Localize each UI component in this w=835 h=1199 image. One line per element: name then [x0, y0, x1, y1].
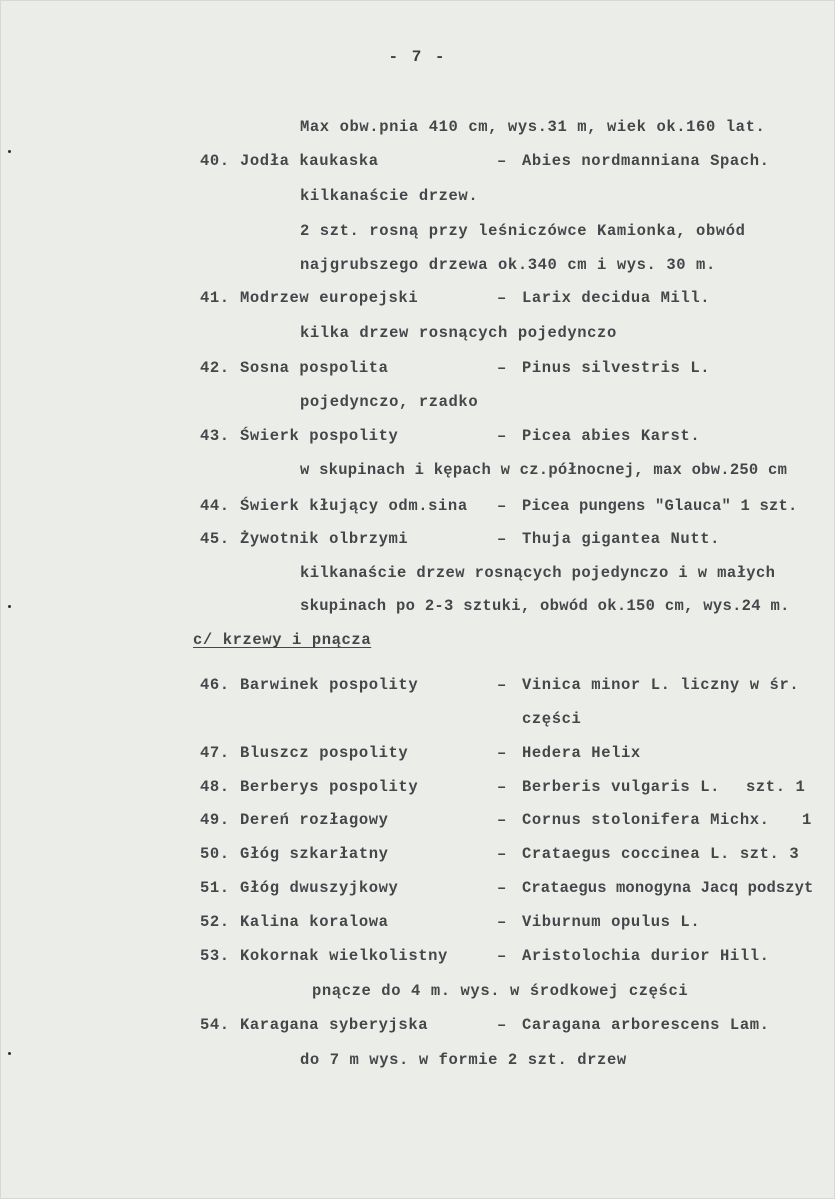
- latin-name: Larix decidua Mill.: [522, 289, 711, 307]
- separator: –: [497, 845, 507, 863]
- species-note: pnącze do 4 m. wys. w środkowej części: [312, 982, 689, 1000]
- latin-name: Pinus silvestris L.: [522, 359, 711, 377]
- separator: –: [497, 913, 507, 931]
- species-note: w skupinach i kępach w cz.północnej, max obw.250 cm: [300, 461, 788, 479]
- polish-name: Berberys pospolity: [240, 778, 419, 796]
- separator: –: [497, 359, 507, 377]
- latin-name: Berberis vulgaris L.: [522, 778, 721, 796]
- polish-name: Dereń rozłagowy: [240, 811, 389, 829]
- entry-number: 41.: [200, 289, 230, 307]
- trunk-note: Max obw.pnia 410 cm, wys.31 m, wiek ok.160 lat.: [300, 118, 766, 136]
- polish-name: Żywotnik olbrzymi: [240, 530, 409, 548]
- latin-name: Hedera Helix: [522, 744, 641, 762]
- polish-name: Świerk pospolity: [240, 427, 399, 445]
- separator: –: [497, 1016, 507, 1034]
- species-note: do 7 m wys. w formie 2 szt. drzew: [300, 1051, 627, 1069]
- entry-number: 53.: [200, 947, 230, 965]
- separator: –: [497, 676, 507, 694]
- polish-name: Sosna pospolita: [240, 359, 389, 377]
- latin-name: Cornus stolonifera Michx.: [522, 811, 770, 829]
- latin-name: Viburnum opulus L.: [522, 913, 701, 931]
- punch-mark: [8, 150, 11, 153]
- entry-number: 43.: [200, 427, 230, 445]
- species-note: najgrubszego drzewa ok.340 cm i wys. 30 m.: [300, 256, 716, 274]
- polish-name: Kokornak wielkolistny: [240, 947, 448, 965]
- separator: –: [497, 811, 507, 829]
- separator: –: [497, 744, 507, 762]
- polish-name: Świerk kłujący odm.sina: [240, 497, 468, 515]
- entry-number: 49.: [200, 811, 230, 829]
- polish-name: Modrzew europejski: [240, 289, 419, 307]
- latin-name: Crataegus coccinea L. szt. 3: [522, 845, 800, 863]
- entry-number: 46.: [200, 676, 230, 694]
- polish-name: Jodła kaukaska: [240, 152, 379, 170]
- latin-name-continued: części: [522, 710, 582, 728]
- polish-name: Kalina koralowa: [240, 913, 389, 931]
- polish-name: Karagana syberyjska: [240, 1016, 429, 1034]
- page-number: - 7 -: [388, 48, 447, 66]
- separator: –: [497, 152, 507, 170]
- species-note: kilka drzew rosnących pojedynczo: [300, 324, 617, 342]
- entry-number: 50.: [200, 845, 230, 863]
- species-note: kilkanaście drzew rosnących pojedynczo i w małych: [300, 564, 776, 582]
- separator: –: [497, 427, 507, 445]
- polish-name: Głóg szkarłatny: [240, 845, 389, 863]
- species-note: kilkanaście drzew.: [300, 187, 479, 205]
- entry-number: 47.: [200, 744, 230, 762]
- punch-mark: [8, 1052, 11, 1055]
- entry-number: 44.: [200, 497, 230, 515]
- latin-name: Picea pungens "Glauca" 1 szt.: [522, 497, 798, 515]
- latin-name: Abies nordmanniana Spach.: [522, 152, 770, 170]
- separator: –: [497, 530, 507, 548]
- punch-mark: [8, 605, 11, 608]
- count: 1: [802, 811, 812, 829]
- separator: –: [497, 947, 507, 965]
- polish-name: Głóg dwuszyjkowy: [240, 879, 399, 897]
- entry-number: 51.: [200, 879, 230, 897]
- separator: –: [497, 879, 507, 897]
- polish-name: Barwinek pospolity: [240, 676, 419, 694]
- separator: –: [497, 497, 507, 515]
- polish-name: Bluszcz pospolity: [240, 744, 409, 762]
- entry-number: 48.: [200, 778, 230, 796]
- entry-number: 45.: [200, 530, 230, 548]
- latin-name: Vinica minor L. liczny w śr.: [522, 676, 800, 694]
- species-note: 2 szt. rosną przy leśniczówce Kamionka, obwód: [300, 222, 746, 240]
- species-note: pojedynczo, rzadko: [300, 393, 479, 411]
- latin-name: Caragana arborescens Lam.: [522, 1016, 770, 1034]
- latin-name: Crataegus monogyna Jacq podszyt: [522, 879, 814, 897]
- latin-name: Picea abies Karst.: [522, 427, 701, 445]
- separator: –: [497, 289, 507, 307]
- latin-name: Thuja gigantea Nutt.: [522, 530, 721, 548]
- entry-number: 52.: [200, 913, 230, 931]
- entry-number: 40.: [200, 152, 230, 170]
- section-heading: c/ krzewy i pnącza: [193, 631, 372, 649]
- entry-number: 54.: [200, 1016, 230, 1034]
- separator: –: [497, 778, 507, 796]
- species-note: skupinach po 2-3 sztuki, obwód ok.150 cm, wys.24 m.: [300, 597, 790, 615]
- latin-name: Aristolochia durior Hill.: [522, 947, 770, 965]
- entry-number: 42.: [200, 359, 230, 377]
- count: szt. 1: [746, 778, 806, 796]
